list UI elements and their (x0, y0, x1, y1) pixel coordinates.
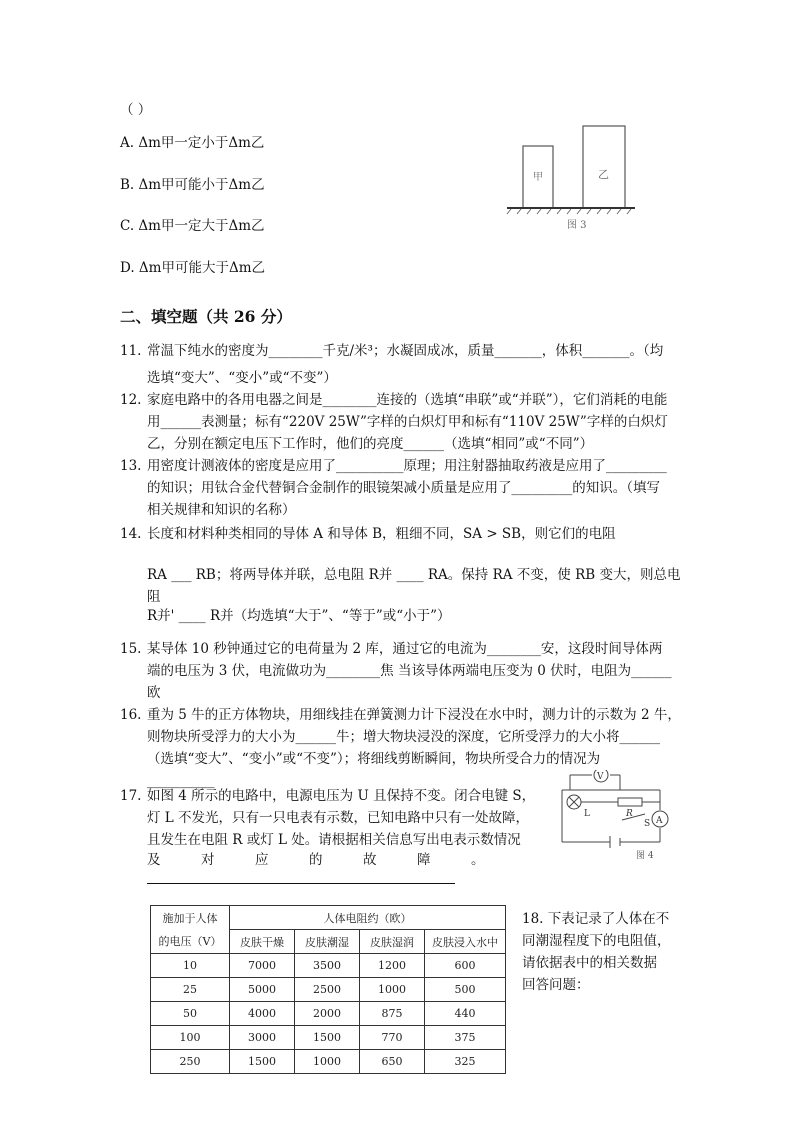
table-row (151, 1050, 506, 1074)
lamp-label: L (584, 809, 590, 819)
cell: 10 (151, 954, 230, 978)
option-d: D. Δm甲可能大于Δm乙 (120, 260, 266, 276)
q12-number: 12. (120, 392, 142, 408)
header-voltage-2: 的电压（V） (151, 930, 230, 954)
q11-number: 11. (120, 343, 142, 359)
q14-line3: R并' ____ R并（均选填“大于”、“等于”或“小于”） (147, 608, 451, 624)
q12-line3: 乙，分别在额定电压下工作时，他们的亮度______（选填“相同”或“不同”） (147, 436, 594, 452)
cell: 1200 (360, 954, 425, 978)
cell: 875 (360, 1002, 425, 1026)
q17-answer-line (147, 883, 455, 884)
option-a: A. Δm甲一定小于Δm乙 (120, 135, 265, 151)
q12-line1: 家庭电路中的各用电器之间是________连接的（选填“串联”或“并联”），它们消耗的电能 (147, 392, 668, 408)
block-yi-label: 乙 (598, 168, 609, 181)
cell: 3000 (230, 1026, 295, 1050)
cell: 1000 (295, 1050, 360, 1074)
q13-line1: 用密度计测液体的密度是应用了__________原理；用注射器抽取药液是应用了_________ (147, 458, 667, 474)
cell: 2500 (295, 978, 360, 1002)
table-row (151, 1026, 506, 1050)
q16-line1: 重为 5 牛的正方体物块，用细线挂在弹簧测力计下浸没在水中时，测力计的示数为 2 牛， (147, 707, 681, 723)
q11-line2: 选填“变大”、“变小”或“不变”） (147, 370, 337, 386)
resistor-label: R (626, 809, 633, 819)
q18-line2: 同潮湿程度下的电阻值， (522, 933, 671, 949)
block-jia-label: 甲 (533, 172, 543, 183)
q14-line2: RA ___ RB；将两导体并联，总电阻 R并 ____ RA。保持 RA 不变，使 RB 变大，则总电阻 (147, 567, 681, 605)
q15-line1: 某导体 10 秒钟通过它的电荷量为 2 库，通过它的电流为________安，这段时间导体两 (147, 641, 663, 657)
header-col-damp: 皮肤潮湿 (295, 930, 360, 954)
cell: 3500 (295, 954, 360, 978)
q16-line2: 则物块所受浮力的大小为______牛；增大物块浸没的深度，它所受浮力的大小将______ (147, 729, 660, 745)
q13-line3: 相关规律和知识的名称） (147, 502, 296, 518)
cell: 375 (425, 1026, 506, 1050)
cell: 100 (151, 1026, 230, 1050)
cell: 600 (425, 954, 506, 978)
q18-line4: 回答问题： (522, 977, 590, 993)
header-resistance-group: 人体电阻约（欧） (230, 906, 506, 930)
cell: 500 (425, 978, 506, 1002)
question-bracket: （ ） (120, 102, 152, 118)
voltmeter-label: V (597, 772, 604, 782)
q18-line1: 18. 下表记录了人体在不 (522, 911, 670, 927)
q15-line3: 欧 (147, 685, 161, 701)
cell: 440 (425, 1002, 506, 1026)
cell: 5000 (230, 978, 295, 1002)
q13-number: 13. (120, 458, 142, 474)
cell: 4000 (230, 1002, 295, 1026)
table-row (151, 954, 506, 978)
ammeter-label: A (656, 816, 663, 826)
q17-number: 17. (120, 788, 142, 804)
resistor (618, 798, 642, 806)
option-b: B. Δm甲可能小于Δm乙 (120, 177, 265, 193)
cell: 770 (360, 1026, 425, 1050)
q18-line3: 请依据表中的相关数据 (522, 955, 657, 971)
q17-line2: 灯 L 不发光，只有一只电表有示数，已知电路中只有一处故障， (147, 810, 530, 826)
q17-line3: 且发生在电阻 R 或灯 L 处。请根据相关信息写出电表示数情况 (147, 832, 521, 848)
header-col-wet: 皮肤湿润 (360, 930, 425, 954)
table-row (151, 978, 506, 1002)
cell: 2000 (295, 1002, 360, 1026)
cell: 7000 (230, 954, 295, 978)
option-c: C. Δm甲一定大于Δm乙 (120, 218, 265, 234)
resistance-table (150, 905, 506, 1074)
ground-hatch (507, 209, 631, 214)
table-row (151, 1002, 506, 1026)
q14-line1: 长度和材料种类相同的导体 A 和导体 B，粗细不同，SA > SB，则它们的电阻 (147, 526, 616, 542)
cell: 50 (151, 1002, 230, 1026)
q16-line3: （选填“变大”、“变小”或“不变”）；将细线剪断瞬间，物块所受合力的情况为 (147, 751, 601, 767)
q11-line1: 常温下纯水的密度为________千克/米³；水凝固成冰，质量_______，体积_______。（均 (147, 343, 664, 359)
q14-number: 14. (120, 526, 142, 542)
cell: 325 (425, 1050, 506, 1074)
block-yi (583, 126, 625, 208)
q17-line4: 及 对 应 的 故 障 。 (147, 852, 485, 868)
q16-line4: __________ (147, 773, 215, 789)
cell: 1000 (360, 978, 425, 1002)
figure-4-circuit (540, 770, 690, 862)
q15-number: 15. (120, 641, 142, 657)
header-col-dry: 皮肤干燥 (230, 930, 295, 954)
cell: 1500 (295, 1026, 360, 1050)
header-voltage-1: 施加于人体 (151, 906, 230, 930)
cell: 25 (151, 978, 230, 1002)
header-col-water: 皮肤浸入水中 (425, 930, 506, 954)
figure-3 (505, 118, 645, 236)
q16-number: 16. (120, 707, 142, 723)
figure-4-caption: 图 4 (636, 851, 654, 861)
q15-line2: 端的电压为 3 伏，电流做功为________焦 当该导体两端电压变为 0 伏时，电阻为______ (147, 663, 672, 679)
section-title: 二、填空题（共 26 分） (120, 307, 292, 326)
cell: 250 (151, 1050, 230, 1074)
q13-line2: 的知识；用钛合金代替铜合金制作的眼镜架减小质量是应用了_________的知识。（填写 (147, 480, 660, 496)
switch-label: S (644, 819, 651, 829)
q12-line2: 用______表测量；标有“220V 25W”字样的白炽灯甲和标有“110V 25W”字样的白炽灯 (147, 414, 668, 430)
q17-line1: 如图 4 所示的电路中，电源电压为 U 且保持不变。闭合电键 S， (147, 788, 536, 804)
cell: 1500 (230, 1050, 295, 1074)
cell: 650 (360, 1050, 425, 1074)
figure-3-caption: 图 3 (567, 220, 587, 231)
